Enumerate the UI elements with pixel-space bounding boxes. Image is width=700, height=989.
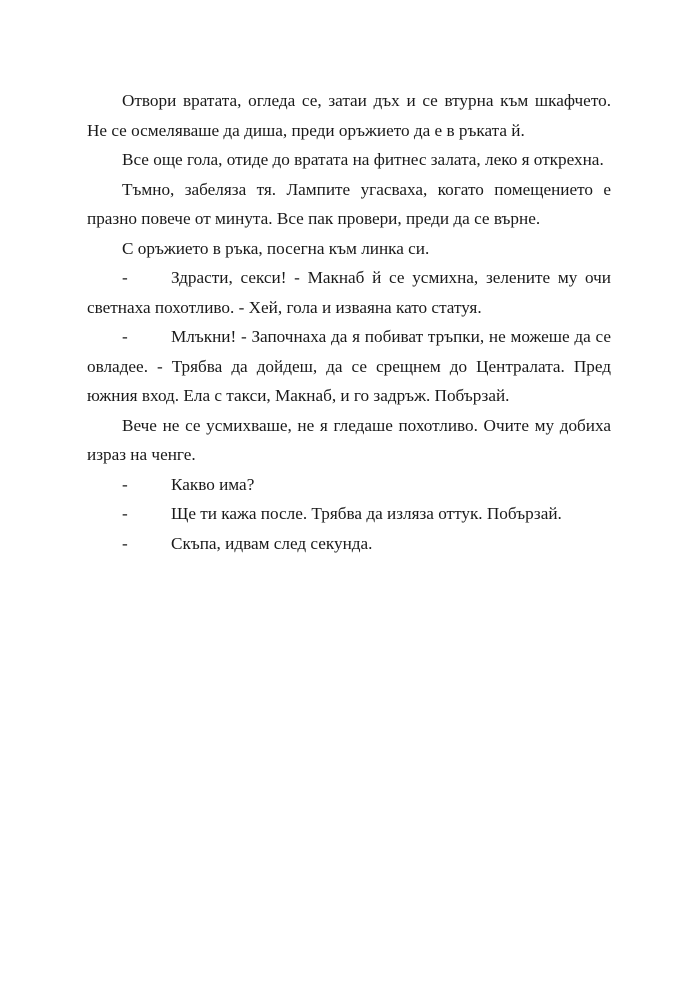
paragraph: Вече не се усмихваше, не я гледаше похотливо. Очите му добиха израз на ченге. xyxy=(87,415,611,464)
dialogue-text: Скъпа, идвам след секунда. xyxy=(171,533,373,553)
dialogue-line xyxy=(87,529,611,559)
paragraph: Тъмно, забеляза тя. Лампите угасваха, когато помещението е празно повече от минута. Все пак провери, преди да се върне. xyxy=(87,179,611,228)
dialogue-dash: - xyxy=(122,474,128,494)
dialogue-text: Какво има? xyxy=(171,474,255,494)
paragraph: Отвори вратата, огледа се, затаи дъх и се втурна към шкафчето. Не се осмеляваше да диша, преди оръжието да е в ръката й. xyxy=(87,91,611,140)
text-body xyxy=(87,86,611,558)
paragraph: Все още гола, отиде до вратата на фитнес залата, леко я открехна. xyxy=(122,150,604,169)
dialogue-line xyxy=(87,263,611,322)
dialogue-text: Млъкни! - Започнаха да я побиват тръпки, не можеше да се овладее. - Трябва да дойдеш, да се срещнем до Централата. Пред южния вход. Ела с такси, Макнаб, и го задръж. Побързай. xyxy=(87,327,611,405)
paragraph: С оръжието в ръка, посегна към линка си. xyxy=(122,238,430,258)
dialogue-dash: - xyxy=(122,327,128,346)
dialogue-line xyxy=(87,322,611,411)
dialogue-dash: - xyxy=(122,268,128,287)
dialogue-line xyxy=(87,499,611,529)
dialogue-dash: - xyxy=(122,504,128,523)
dialogue-line xyxy=(87,470,611,500)
dialogue-dash: - xyxy=(122,533,128,553)
dialogue-text: Ще ти кажа после. Трябва да изляза оттук. Побързай. xyxy=(171,504,562,523)
dialogue-text: Здрасти, секси! - Макнаб й се усмихна, зелените му очи светнаха похотливо. - Хей, гола и изваяна като статуя. xyxy=(87,268,611,317)
